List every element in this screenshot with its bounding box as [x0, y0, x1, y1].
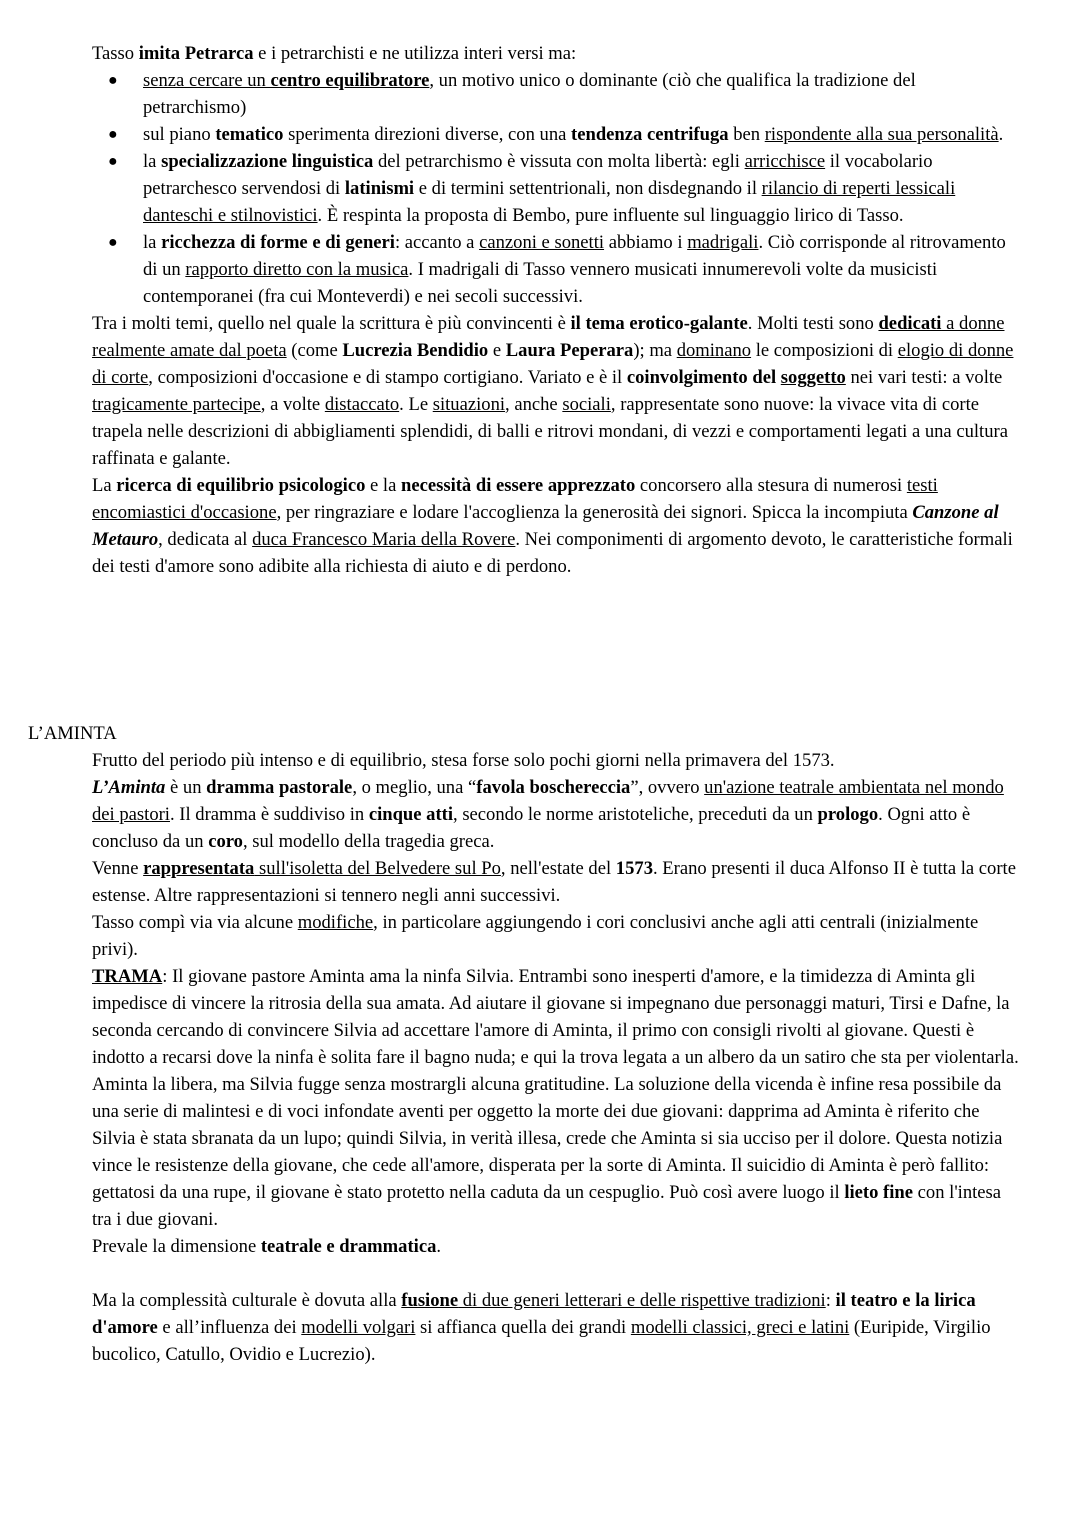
- bullet-list: [92, 67, 1022, 310]
- bold-text: tematico: [215, 124, 284, 145]
- text: Ma la complessità culturale è dovuta alla: [92, 1290, 402, 1311]
- prevale-paragraph: [92, 1233, 1022, 1260]
- bold-text: 1573: [615, 858, 653, 879]
- text: . Le: [399, 394, 433, 415]
- text: si affianca quella dei grandi: [415, 1317, 631, 1338]
- text: : accanto a: [394, 232, 480, 253]
- underlined-text: tragicamente partecipe: [92, 394, 261, 415]
- underlined-text: modelli classici, greci e latini: [630, 1317, 850, 1338]
- underlined-text: senza cercare un: [143, 70, 271, 91]
- text: , per ringraziare e lodare l'accoglienza la generosità dei signori. Spicca la incompiuta: [276, 502, 913, 523]
- text: . È respinta la proposta di Bembo, pure influente sul linguaggio lirico di Tasso.: [317, 205, 904, 226]
- text: Tasso: [92, 43, 139, 64]
- aminta-section: [92, 747, 1022, 1368]
- text: con l'intesa tra i due giovani.: [92, 1182, 1002, 1230]
- bold-text: dramma pastorale: [206, 777, 353, 798]
- underlined-text: arricchisce: [744, 151, 826, 172]
- rappresentazione-paragraph: [92, 855, 1022, 909]
- underlined-text: distaccato: [324, 394, 400, 415]
- text: , dedicata al: [158, 529, 253, 550]
- text: ); ma: [633, 340, 677, 361]
- paragraph-spacer: [92, 1260, 1022, 1287]
- text: , composizioni d'occasione e di stampo cortigiano. Variato e è il: [148, 367, 627, 388]
- text: . Nei componimenti di argomento devoto, le caratteristiche formali dei testi d'amore sono adibite alla richiesta di aiuto e di perdono.: [92, 529, 1013, 577]
- text: . Il dramma è suddiviso in: [169, 804, 369, 825]
- text: , nell'estate del: [500, 858, 616, 879]
- text: del petrarchismo è vissuta con molta libertà: egli: [373, 151, 745, 172]
- text: , secondo le norme aristoteliche, preceduti da un: [453, 804, 818, 825]
- text: , in particolare aggiungendo i cori conclusivi anche agli atti centrali (inizialmente privi).: [92, 912, 979, 960]
- text: e di termini settentrionali, non disdegnando il: [414, 178, 762, 199]
- text: Tasso compì via via alcune: [92, 912, 298, 933]
- underlined-text: dominano: [676, 340, 752, 361]
- bullet-item-linguistica: [108, 148, 1022, 229]
- text: . Ciò corrisponde al ritrovamento di un: [143, 232, 1006, 280]
- text: . Ogni atto è concluso da un: [92, 804, 971, 852]
- bullet-icon: ●: [108, 153, 118, 170]
- text: e la: [365, 475, 401, 496]
- text: Venne: [92, 858, 144, 879]
- bullet-icon: ●: [108, 234, 118, 251]
- text: La: [92, 475, 117, 496]
- text: ”, ovvero: [630, 777, 705, 798]
- text: la: [143, 232, 162, 253]
- underlined-text: canzoni e sonetti: [479, 232, 605, 253]
- trama-label: TRAMA: [92, 966, 163, 987]
- text: :: [825, 1290, 836, 1311]
- ricerca-paragraph: [92, 472, 1022, 580]
- text: concorsero alla stesura di numerosi: [635, 475, 907, 496]
- bold-text: prologo: [817, 804, 879, 825]
- trama-paragraph: [92, 963, 1022, 1233]
- bullet-icon: ●: [108, 126, 118, 143]
- text: il vocabolario petrarchesco servendosi di: [143, 151, 933, 199]
- text: , sul modello della tragedia greca.: [242, 831, 495, 852]
- bold-underlined-text: dedicati: [878, 313, 942, 334]
- underlined-text: modifiche: [297, 912, 374, 933]
- underlined-text: madrigali: [687, 232, 759, 253]
- text: e: [488, 340, 506, 361]
- text: sul piano: [143, 124, 216, 145]
- text: .: [436, 1236, 442, 1257]
- underlined-text: testi encomiastici d'occasione: [92, 475, 938, 523]
- text: Prevale la dimensione: [92, 1236, 261, 1257]
- bold-text: ricerca di equilibrio psicologico: [116, 475, 366, 496]
- bold-underlined-text: fusione: [401, 1290, 459, 1311]
- text: nei vari testi: a volte: [845, 367, 1003, 388]
- bold-underlined-text: centro equilibratore: [270, 70, 430, 91]
- underlined-text: elogio di donne di corte: [92, 340, 1014, 388]
- dramma-paragraph: [92, 774, 1022, 855]
- modifiche-paragraph: [92, 909, 1022, 963]
- text: (come: [286, 340, 343, 361]
- text: , o meglio, una “: [352, 777, 477, 798]
- text: , rappresentate sono nuove: la vivace vita di corte trapela nelle descrizioni di abbigliamenti splendidi, di balli e ritrovi mondani, di vezzi e comportamenti legati a una cultura raffinata e galante.: [92, 394, 1008, 469]
- text: . I madrigali di Tasso vennero musicati innumerevoli volte da musicisti contemporanei (fra cui Monteverdi) e nei secoli successivi.: [143, 259, 938, 307]
- frutto-paragraph: Frutto del periodo più intenso e di equilibrio, stesa forse solo pochi giorni nella primavera del 1573.: [92, 750, 835, 771]
- text: .: [998, 124, 1004, 145]
- bold-text: specializzazione linguistica: [161, 151, 374, 172]
- text: le composizioni di: [751, 340, 898, 361]
- text: . Erano presenti il duca Alfonso II è tutta la corte estense. Altre rappresentazioni si tennero negli anni successivi.: [92, 858, 1016, 906]
- lirica-section: [92, 40, 1022, 580]
- intro-paragraph: [92, 40, 1022, 67]
- text: (Euripide, Virgilio bucolico, Catullo, Ovidio e Lucrezio).: [92, 1317, 991, 1365]
- text: , anche: [505, 394, 563, 415]
- bold-text: il tema erotico-galante: [570, 313, 748, 334]
- bold-text: coinvolgimento del: [626, 367, 781, 388]
- underlined-text: sociali: [562, 394, 611, 415]
- text: ben: [728, 124, 765, 145]
- bold-underlined-text: soggetto: [780, 367, 846, 388]
- bold-text: lieto fine: [844, 1182, 914, 1203]
- bold-text: tendenza centrifuga: [571, 124, 729, 145]
- underlined-text: modelli volgari: [301, 1317, 416, 1338]
- bold-text: coro: [208, 831, 243, 852]
- bold-text: necessità di essere apprezzato: [401, 475, 636, 496]
- bullet-icon: ●: [108, 72, 118, 89]
- bullet-item-centro: [108, 67, 1022, 121]
- underlined-text: sull'isoletta del Belvedere sul Po: [254, 858, 501, 879]
- text: abbiamo i: [604, 232, 688, 253]
- bold-text: cinque atti: [368, 804, 454, 825]
- bold-italic-title: Canzone al Metauro: [92, 502, 999, 550]
- text: la: [143, 151, 162, 172]
- bold-italic-title: L’Aminta: [92, 777, 166, 798]
- text: e all’influenza dei: [157, 1317, 302, 1338]
- bold-text: Laura Peperara: [505, 340, 634, 361]
- underlined-text: rilancio di reperti lessicali danteschi e stilnovistici: [143, 178, 956, 226]
- text: , un motivo unico o dominante (ciò che qualifica la tradizione del petrarchismo): [143, 70, 916, 118]
- bold-underlined-text: rappresentata: [143, 858, 255, 879]
- text: Tra i molti temi, quello nel quale la scrittura è più convincenti è: [92, 313, 571, 334]
- bold-text: imita Petrarca: [138, 43, 254, 64]
- text: : Il giovane pastore Aminta ama la ninfa Silvia. Entrambi sono inesperti d'amore, e la timidezza di Aminta gli impedisce di vincere la ritrosia della sua amata. Ad aiutare il giovane si impegnano due personaggi maturi, Tirsi e Dafne, la seconda cercando di convincere Silvia ad accettare l'amore di Aminta, il primo con consigli rivolti al giovane. Questi è indotto a recarsi dove la ninfa è solita fare il bagno nuda; e qui la trova legata a un albero da un satiro che sta per violentarla. Aminta la libera, ma Silvia fugge senza mostrargli alcuna gratitudine. La soluzione della vicenda è infine resa possibile da una serie di malintesi e di voci infondate aventi per oggetto la morte dei due giovani: dapprima ad Aminta è riferito che Silvia è stata sbranata da un lupo; quindi Silvia, in verità illesa, crede che Aminta si sia ucciso per il dolore. Questa notizia vince le resistenze della giovane, che cede all'amore, disperata per la sorte di Aminta. Il suicidio di Aminta è però fallito: gettatosi da una rupe, il giovane è stato protetto nella caduta da un cespuglio. Può così avere luogo il: [92, 966, 1019, 1203]
- underlined-text: di due generi letterari e delle rispettive tradizioni: [458, 1290, 826, 1311]
- bold-text: favola boschereccia: [476, 777, 631, 798]
- text: , a volte: [260, 394, 325, 415]
- bold-text: il teatro e la lirica d'amore: [92, 1290, 976, 1338]
- bullet-item-tematico: [108, 121, 1022, 148]
- underlined-text: duca Francesco Maria della Rovere: [252, 529, 516, 550]
- text: sperimenta direzioni diverse, con una: [283, 124, 572, 145]
- bold-text: Lucrezia Bendidio: [342, 340, 489, 361]
- underlined-text: rapporto diretto con la musica: [185, 259, 409, 280]
- bold-text: teatrale e drammatica: [260, 1236, 437, 1257]
- underlined-text: situazioni: [432, 394, 506, 415]
- underlined-text: a donne realmente amate dal poeta: [92, 313, 1005, 361]
- temi-paragraph: [92, 310, 1022, 472]
- text: e i petrarchisti e ne utilizza interi versi ma:: [253, 43, 577, 64]
- section-title-aminta: L’AMINTA: [28, 723, 117, 744]
- bold-text: ricchezza di forme e di generi: [161, 232, 395, 253]
- underlined-text: un'azione teatrale ambientata nel mondo dei pastori: [92, 777, 1004, 825]
- underlined-text: rispondente alla sua personalità: [764, 124, 999, 145]
- bold-text: latinismi: [344, 178, 415, 199]
- fusione-paragraph: [92, 1287, 1022, 1368]
- bullet-item-forme: [108, 229, 1022, 310]
- text: è un: [165, 777, 207, 798]
- text: . Molti testi sono: [747, 313, 879, 334]
